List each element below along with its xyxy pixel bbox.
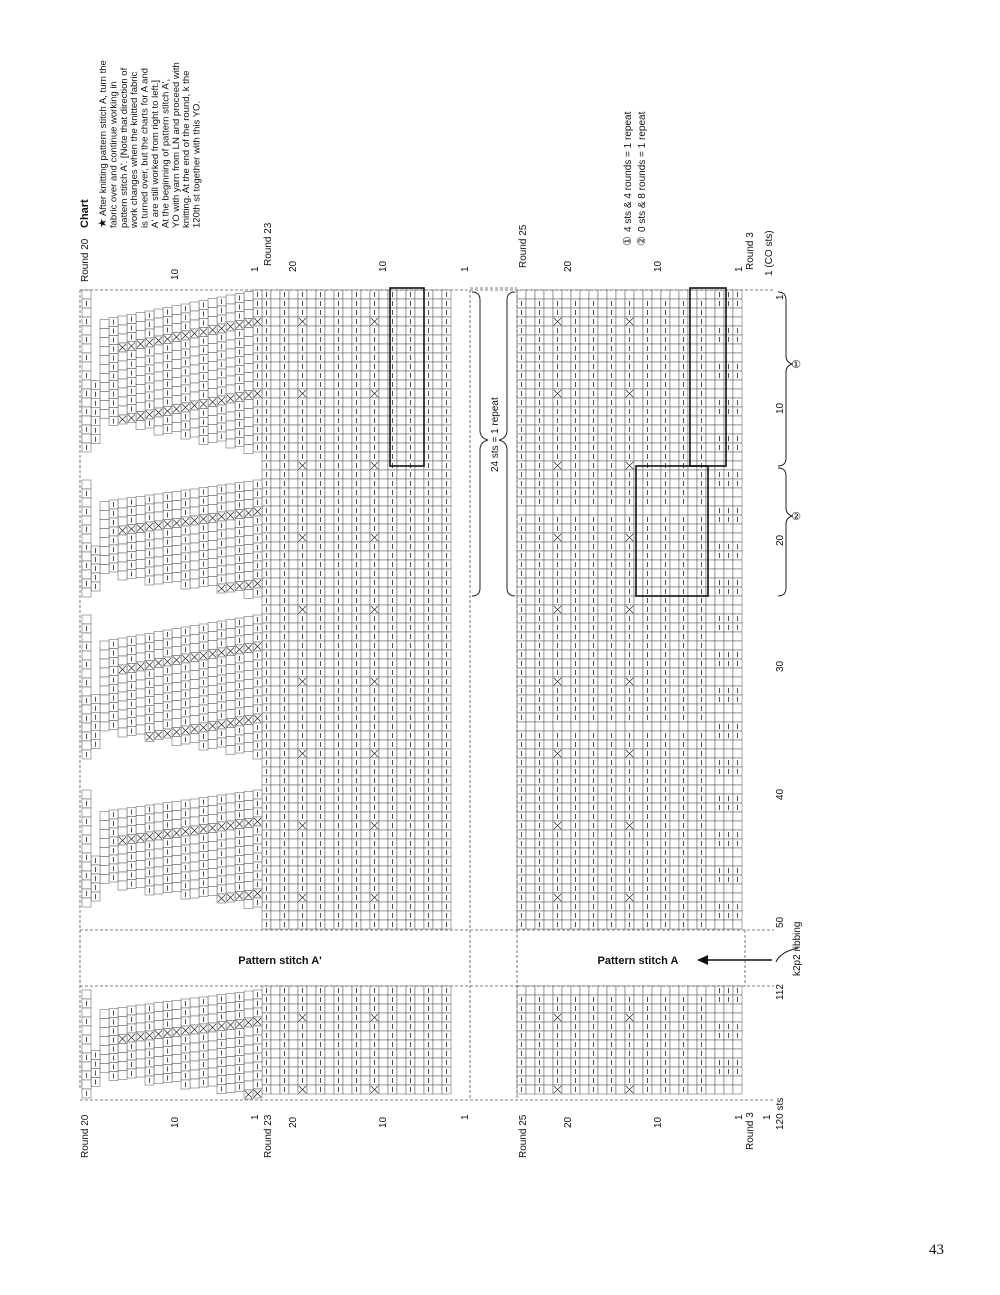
repeat-24-brace	[472, 292, 488, 596]
note-line: A' are still worked from right to left.]	[150, 79, 161, 228]
round-23-bottom: Round 23	[263, 1114, 274, 1158]
round-20-bottom: Round 20	[80, 1114, 91, 1158]
row-tick: 10	[378, 260, 389, 272]
row-tick: 20	[563, 1116, 574, 1128]
row-tick: 10	[170, 1116, 181, 1128]
row-ticks-top	[170, 260, 745, 280]
row-tick: 10	[378, 1116, 389, 1128]
page-number: 43	[929, 1242, 944, 1258]
legend-circle-1: ①	[622, 236, 634, 246]
stitch-tick: 112	[775, 984, 786, 1000]
stitch-ticks	[775, 294, 786, 1000]
round-3-bottom: Round 3	[745, 1112, 756, 1150]
row-tick: 1	[734, 266, 745, 272]
note-star-icon: ★	[97, 218, 109, 228]
row-tick: 20	[288, 260, 299, 272]
circle-2-marker: ②	[791, 511, 801, 523]
row-tick: 1	[762, 1114, 773, 1120]
ribbing-label: k2p2 ribbing	[792, 921, 803, 976]
note-line: After knitting pattern stitch A, turn the	[98, 60, 109, 216]
row-tick: 1	[460, 1114, 471, 1120]
note-line: 120th st together with this YO.	[191, 100, 203, 228]
repeat-24-brace-right	[499, 292, 515, 596]
stitch-tick: 40	[775, 788, 786, 800]
note-line: knitting. At the end of the round, k the	[181, 70, 193, 228]
row-tick: 20	[563, 260, 574, 272]
co-sts-label: 1 (CO sts)	[764, 230, 775, 276]
row-tick: 10	[170, 268, 181, 280]
stitch-tick: 20	[775, 534, 786, 546]
row-tick: 20	[288, 1116, 299, 1128]
round-23-top: Round 23	[263, 222, 274, 266]
round-25-top: Round 25	[518, 224, 529, 268]
circle-1-marker: ①	[791, 359, 801, 371]
note-line: work changes when the knitted fabric	[129, 71, 141, 228]
legend-text-2: 0 sts & 8 rounds = 1 repeat	[637, 111, 648, 232]
note-line: fabric over and continue working in	[108, 81, 120, 228]
note-line: pattern stitch A'. [Note that direction of	[118, 67, 130, 228]
chart-title: Chart	[79, 199, 91, 228]
pattern-a-arrowhead	[697, 955, 708, 965]
stitch-tick: 50	[775, 916, 786, 928]
round-25-bottom: Round 25	[518, 1114, 529, 1158]
note-line: At the beginning of pattern stitch A',	[160, 78, 172, 228]
row-tick: 1	[250, 1114, 261, 1120]
chart-notes	[98, 60, 203, 229]
legend-text-1: 4 sts & 4 rounds = 1 repeat	[623, 111, 634, 232]
row-ticks-bottom	[170, 1114, 773, 1128]
legend-circle-2: ②	[636, 236, 648, 246]
note-line: is turned over, but the charts for A and	[139, 67, 151, 228]
stitch-tick: 30	[775, 660, 786, 672]
stitch-tick: 10	[775, 402, 786, 414]
row-tick: 10	[653, 260, 664, 272]
pattern-a-label: Pattern stitch A	[597, 955, 679, 967]
brace-circle-2	[778, 468, 792, 596]
pattern-a-prime-label: Pattern stitch A'	[238, 955, 322, 967]
round-20-top: Round 20	[80, 238, 91, 282]
repeat-24-label: 24 sts = 1 repeat	[490, 397, 501, 472]
round-3-top: Round 3	[745, 232, 756, 270]
brace-circle-1	[778, 292, 792, 466]
row-tick: 10	[653, 1116, 664, 1128]
row-tick: 1	[734, 1114, 745, 1120]
note-line: YO with yarn from LN and proceed with	[170, 62, 182, 228]
stitch-tick: 1	[775, 294, 786, 300]
row-tick: 1	[460, 266, 471, 272]
row-tick: 1	[250, 266, 261, 272]
sts-120-label: 120 sts	[775, 1097, 786, 1130]
stitch-grids	[82, 290, 742, 1099]
